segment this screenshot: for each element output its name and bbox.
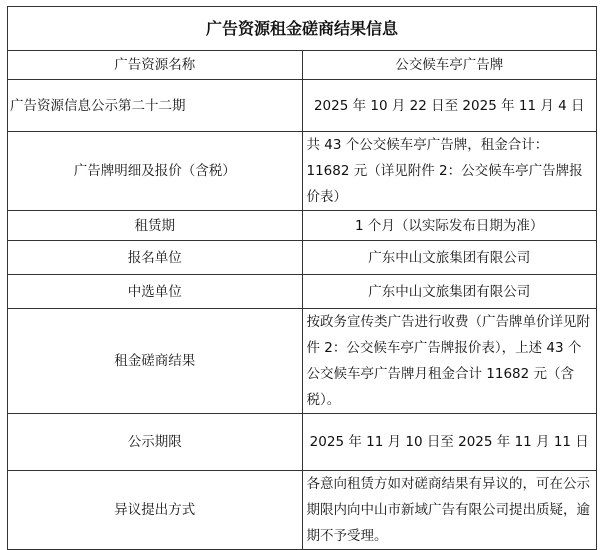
results-document <box>7 6 597 550</box>
row-label-billboard-details: 广告牌明细及报价（含税） <box>8 132 303 211</box>
row-value-lease-term: 1 个月（以实际发布日期为准） <box>302 211 597 241</box>
row-value-resource-name: 公交候车亭广告牌 <box>302 51 597 80</box>
table-row <box>8 51 597 80</box>
table-row <box>8 211 597 241</box>
row-label-lease-term: 租赁期 <box>8 211 303 241</box>
table-row <box>8 241 597 275</box>
table-row <box>8 275 597 309</box>
row-value-selected-unit: 广东中山文旅集团有限公司 <box>302 275 597 309</box>
row-label-negotiation-result: 租金磋商结果 <box>8 309 303 414</box>
row-value-applicant: 广东中山文旅集团有限公司 <box>302 241 597 275</box>
title-row <box>8 7 597 51</box>
row-label-selected-unit: 中选单位 <box>8 275 303 309</box>
table-row <box>8 309 597 414</box>
row-value-announcement-period: 2025 年 10 月 22 日至 2025 年 11 月 4 日 <box>302 80 597 132</box>
table-row <box>8 471 597 550</box>
row-value-public-notice-period: 2025 年 11 月 10 日至 2025 年 11 月 11 日 <box>302 414 597 471</box>
row-label-objection-method: 异议提出方式 <box>8 471 303 550</box>
table-row <box>8 414 597 471</box>
row-value-billboard-details: 共 43 个公交候车亭广告牌，租金合计： 11682 元（详见附件 2：公交候车亭广告牌报价表） <box>302 132 597 211</box>
row-label-announcement-period: 广告资源信息公示第二十二期 <box>8 80 303 132</box>
table-row <box>8 132 597 211</box>
table-title: 广告资源租金磋商结果信息 <box>8 7 597 51</box>
row-label-resource-name: 广告资源名称 <box>8 51 303 80</box>
results-table <box>7 6 597 550</box>
row-label-public-notice-period: 公示期限 <box>8 414 303 471</box>
row-label-applicant: 报名单位 <box>8 241 303 275</box>
row-value-negotiation-result: 按政务宣传类广告进行收费（广告牌单价详见附件 2：公交候车亭广告牌报价表），上述 43 个公交候车亭广告牌月租金合计 11682 元（含税）。 <box>302 309 597 414</box>
row-value-objection-method: 各意向租赁方如对磋商结果有异议的，可在公示期限内向中山市新域广告有限公司提出质疑，逾期不予受理。 <box>302 471 597 550</box>
table-row <box>8 80 597 132</box>
